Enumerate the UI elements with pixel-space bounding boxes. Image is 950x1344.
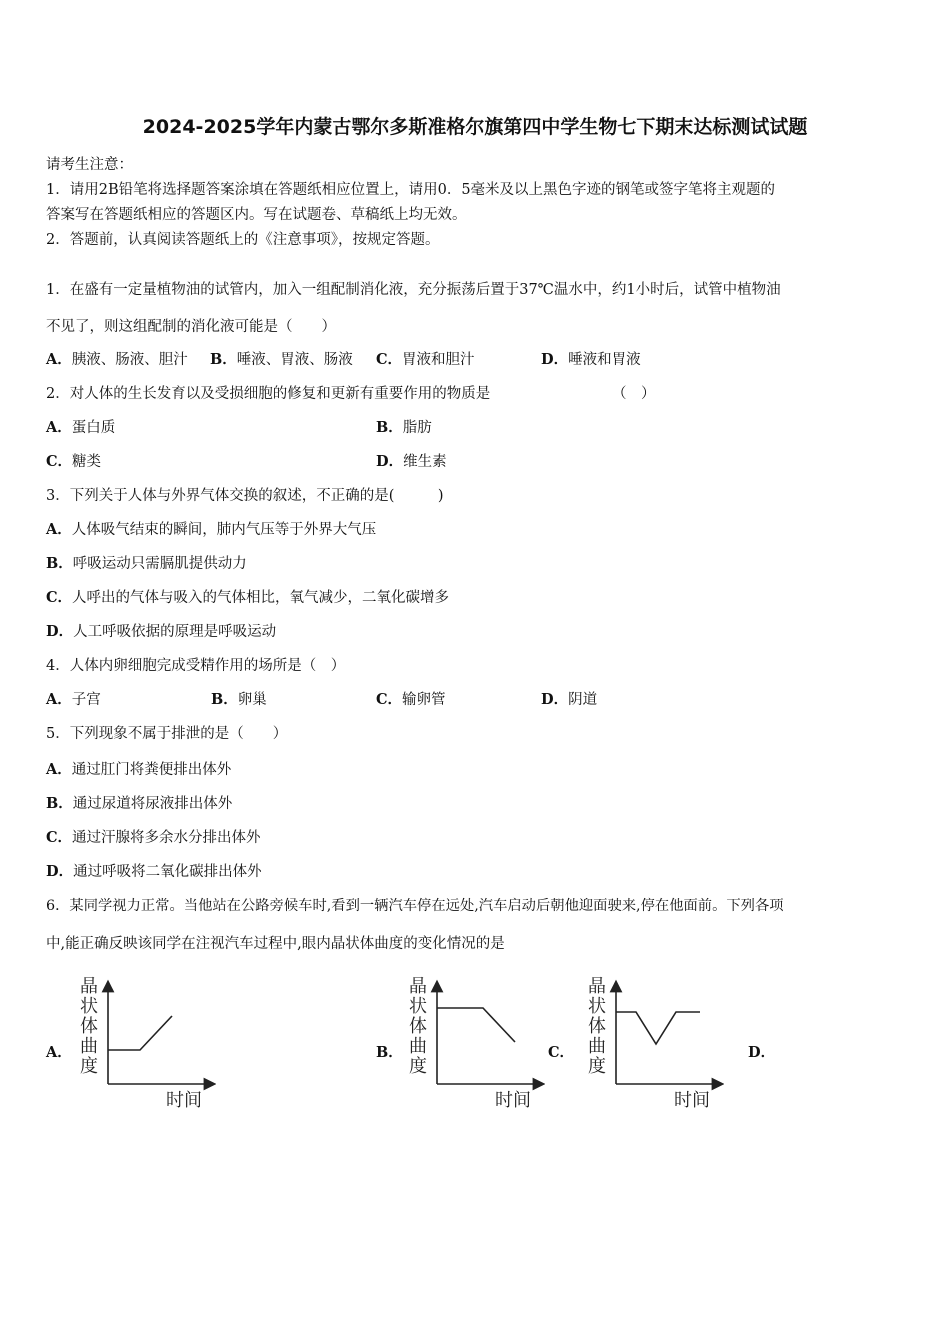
q1-option-d: D．唾液和胃液: [541, 351, 641, 368]
graph-ylabel-char: 体: [588, 1016, 606, 1037]
graph-ylabel-char: 体: [80, 1016, 98, 1037]
graph-ylabel-char: 度: [588, 1056, 606, 1077]
q4-option-a: A．子宫: [46, 691, 101, 708]
q1-stem-line-2: 不见了，则这组配制的消化液可能是（ ）: [46, 319, 336, 335]
q6-option-c-label: C．: [548, 1044, 575, 1061]
q4-option-d: D．阴道: [541, 691, 598, 708]
q5-stem: 5．下列现象不属于排泄的是（ ）: [46, 726, 288, 742]
graph-curve: [616, 1012, 700, 1044]
graph-xlabel: 时间: [166, 1090, 202, 1111]
q5-option-c: C．通过汗腺将多余水分排出体外: [46, 829, 261, 846]
graph-curve: [437, 1008, 515, 1042]
graph-xlabel: 时间: [495, 1090, 531, 1111]
graph-ylabel-char: 度: [80, 1056, 98, 1077]
graph-ylabel-char: 状: [588, 996, 606, 1017]
graph-ylabel-char: 状: [409, 996, 427, 1017]
graph-ylabel-char: 曲: [80, 1036, 98, 1057]
graph-ylabel-char: 晶: [80, 976, 98, 997]
q6-option-a-label: A．: [46, 1044, 72, 1061]
q2-option-b: B．脂肪: [376, 419, 432, 436]
q3-option-a: A．人体吸气结束的瞬间，肺内气压等于外界大气压: [46, 521, 377, 538]
q2-option-d: D．维生素: [376, 453, 447, 470]
q6-graph-c: [584, 972, 724, 1116]
q6-option-d-label: D．: [748, 1044, 776, 1061]
notice-line-3: 2．答题前，认真阅读答题纸上的《注意事项》，按规定答题。: [46, 232, 440, 248]
q6-graph-a: [76, 972, 216, 1116]
graph-curve: [108, 1016, 172, 1050]
notice-heading: 请考生注意：: [46, 157, 133, 173]
q5-option-b: B．通过尿道将尿液排出体外: [46, 795, 233, 812]
q3-stem: 3．下列关于人体与外界气体交换的叙述，不正确的是( ): [46, 488, 444, 504]
q4-option-c: C．输卵管: [376, 691, 446, 708]
q1-option-a: A．胰液、肠液、胆汁: [46, 351, 188, 368]
graph-ylabel-char: 度: [409, 1056, 427, 1077]
q6-stem-line-1: 6．某同学视力正常。当他站在公路旁候车时,看到一辆汽车停在远处,汽车启动后朝他迎面驶来,停在他面前。下列各项: [46, 898, 784, 914]
graph-ylabel-char: 曲: [409, 1036, 427, 1057]
q3-option-d: D．人工呼吸依据的原理是呼吸运动: [46, 623, 277, 640]
q1-option-b: B．唾液、胃液、肠液: [210, 351, 353, 368]
q4-option-b: B．卵巢: [211, 691, 267, 708]
q2-answer-paren: （ ）: [612, 386, 656, 402]
graph-ylabel-char: 曲: [588, 1036, 606, 1057]
q1-stem-line-1: 1．在盛有一定量植物油的试管内，加入一组配制消化液，充分振荡后置于37℃温水中，约1小时后，试管中植物油: [46, 282, 781, 298]
q6-graph-b: [405, 972, 545, 1116]
q2-stem: 2．对人体的生长发育以及受损细胞的修复和更新有重要作用的物质是: [46, 386, 491, 402]
graph-ylabel-char: 状: [80, 996, 98, 1017]
graph-ylabel-char: 体: [409, 1016, 427, 1037]
graph-xlabel: 时间: [674, 1090, 710, 1111]
page-title: 2024-2025学年内蒙古鄂尔多斯准格尔旗第四中学生物七下期末达标测试试题: [142, 116, 808, 138]
notice-line-2: 答案写在答题纸相应的答题区内。写在试题卷、草稿纸上均无效。: [46, 207, 467, 223]
graph-ylabel-char: 晶: [409, 976, 427, 997]
q5-option-d: D．通过呼吸将二氧化碳排出体外: [46, 863, 262, 880]
q6-option-b-label: B．: [376, 1044, 403, 1061]
q1-option-c: C．胃液和胆汁: [376, 351, 475, 368]
q6-stem-line-2: 中,能正确反映该同学在注视汽车过程中,眼内晶状体曲度的变化情况的是: [46, 936, 505, 952]
graph-ylabel-char: 晶: [588, 976, 606, 997]
notice-line-1: 1．请用2B铅笔将选择题答案涂填在答题纸相应位置上，请用0．5毫米及以上黑色字迹的钢笔或签字笔将主观题的: [46, 182, 776, 198]
q4-stem: 4．人体内卵细胞完成受精作用的场所是（ ）: [46, 658, 346, 674]
q3-option-c: C．人呼出的气体与吸入的气体相比，氧气减少，二氧化碳增多: [46, 589, 450, 606]
q2-option-c: C．糖类: [46, 453, 102, 470]
q5-option-a: A．通过肛门将粪便排出体外: [46, 761, 232, 778]
q2-option-a: A．蛋白质: [46, 419, 116, 436]
q3-option-b: B．呼吸运动只需膈肌提供动力: [46, 555, 247, 572]
